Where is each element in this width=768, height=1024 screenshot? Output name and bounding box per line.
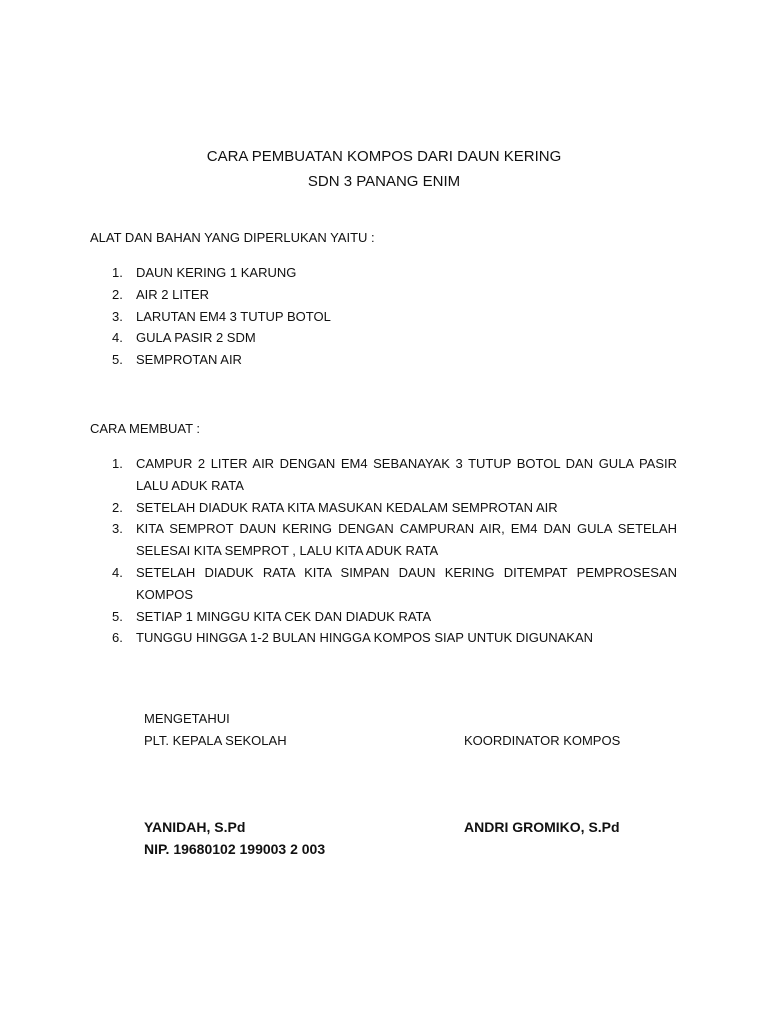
document-title [0,144,768,194]
signature-left-heading [144,708,287,752]
materials-heading: ALAT DAN BAHAN YANG DIPERLUKAN YAITU : [90,230,375,245]
list-item [90,349,677,371]
list-number: 3. [112,521,123,537]
principal-name: YANIDAH, S.Pd [144,819,246,835]
steps-list [90,453,677,649]
list-item [90,562,677,606]
list-item-text: KITA SEMPROT DAUN KERING DENGAN CAMPURAN AIR, EM4 DAN GULA SETELAH SELESAI KITA SEMPROT , LALU KITA ADUK RATA [136,521,677,559]
list-number: 1. [112,265,123,280]
list-item-text: DAUN KERING 1 KARUNG [136,265,297,280]
steps-heading: CARA MEMBUAT : [90,421,201,436]
list-item-text: LARUTAN EM4 3 TUTUP BOTOL [136,308,331,324]
list-item-text: CAMPUR 2 LITER AIR DENGAN EM4 SEBANAYAK 3 TUTUP BOTOL DAN GULA PASIR LALU ADUK RATA [136,456,677,493]
coordinator-name: ANDRI GROMIKO, S.Pd [464,819,620,835]
list-item-text: TUNGGU HINGGA 1-2 BULAN HINGGA KOMPOS SIAP UNTUK DIGUNAKAN [136,630,594,646]
list-number: 5. [112,352,123,368]
list-item-text: SETELAH DIADUK RATA KITA MASUKAN KEDALAM SEMPROTAN AIR [136,499,558,515]
list-number: 1. [112,456,123,471]
list-number: 2. [112,286,123,302]
list-number: 5. [112,608,123,624]
list-item [90,284,677,306]
list-item-text: AIR 2 LITER [136,286,209,302]
list-number: 6. [112,630,123,646]
list-item [90,262,677,284]
principal-nip: NIP. 19680102 199003 2 003 [144,841,326,857]
list-item-text: GULA PASIR 2 SDM [136,330,256,346]
list-item-text: SETIAP 1 MINGGU KITA CEK DAN DIADUK RATA [136,608,432,624]
list-item [90,627,677,649]
list-item [90,497,677,519]
coordinator-title: KOORDINATOR KOMPOS [464,733,621,748]
list-number: 4. [112,564,123,580]
list-item-text: SETELAH DIADUK RATA KITA SIMPAN DAUN KERING DITEMPAT PEMPROSESAN KOMPOS [136,564,677,602]
materials-list [90,262,677,371]
principal-title: PLT. KEPALA SEKOLAH [144,733,287,748]
list-item [90,518,677,562]
title-line-2: SDN 3 PANANG ENIM [307,173,461,190]
signature-left-name [144,816,325,860]
list-item [90,606,677,628]
list-number: 4. [112,330,123,346]
list-item [90,306,677,328]
title-line-1: CARA PEMBUATAN KOMPOS DARI DAUN KERING [206,148,562,165]
list-item [90,327,677,349]
list-item-text: SEMPROTAN AIR [136,352,242,368]
list-number: 3. [112,308,123,324]
acknowledge-label: MENGETAHUI [144,711,230,726]
list-number: 2. [112,499,123,515]
list-item [90,453,677,497]
